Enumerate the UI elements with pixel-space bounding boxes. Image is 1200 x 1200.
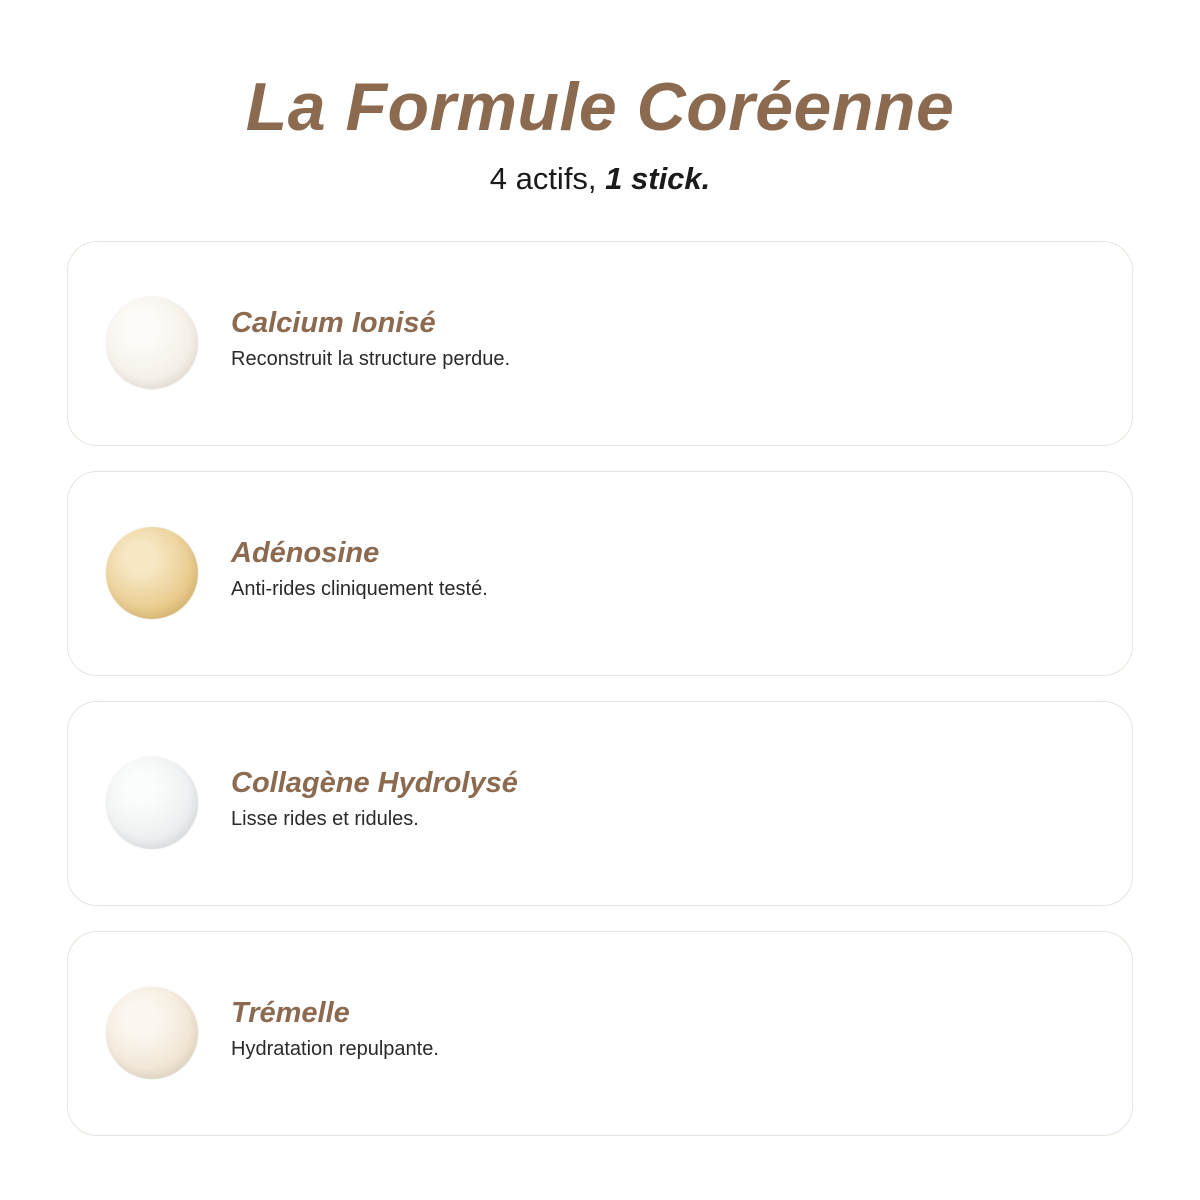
- ingredient-card-calcium: [67, 241, 1133, 446]
- ingredient-name: Collagène Hydrolysé: [231, 767, 518, 799]
- page-title: La Formule Coréenne: [245, 69, 955, 145]
- ingredient-description: Anti-rides cliniquement testé.: [231, 578, 488, 600]
- ingredient-description: Lisse rides et ridules.: [231, 808, 419, 830]
- ingredient-orb-icon: [106, 987, 198, 1079]
- ingredient-list: [67, 241, 1133, 1136]
- ingredient-text: [231, 304, 510, 372]
- ingredient-text: [231, 534, 488, 602]
- ingredient-orb-icon: [106, 297, 198, 389]
- ingredient-orb-icon: [106, 757, 198, 849]
- ingredient-card-adenosine: [67, 471, 1133, 676]
- ingredient-description: Hydratation repulpante.: [231, 1038, 439, 1060]
- ingredient-orb-icon: [106, 527, 198, 619]
- ingredient-card-collagen: [67, 701, 1133, 906]
- subtitle-plain: 4 actifs,: [489, 161, 606, 196]
- subtitle-emphasis: 1 stick.: [605, 161, 711, 196]
- ingredient-description: Reconstruit la structure perdue.: [231, 348, 511, 370]
- ingredient-name: Adénosine: [231, 537, 380, 569]
- ingredient-name: Trémelle: [231, 997, 350, 1029]
- ingredient-card-tremella: [67, 931, 1133, 1136]
- ingredient-name: Calcium Ionisé: [231, 307, 436, 339]
- page-subtitle: [0, 156, 1200, 202]
- ingredient-text: [231, 764, 518, 832]
- ingredient-text: [231, 994, 439, 1062]
